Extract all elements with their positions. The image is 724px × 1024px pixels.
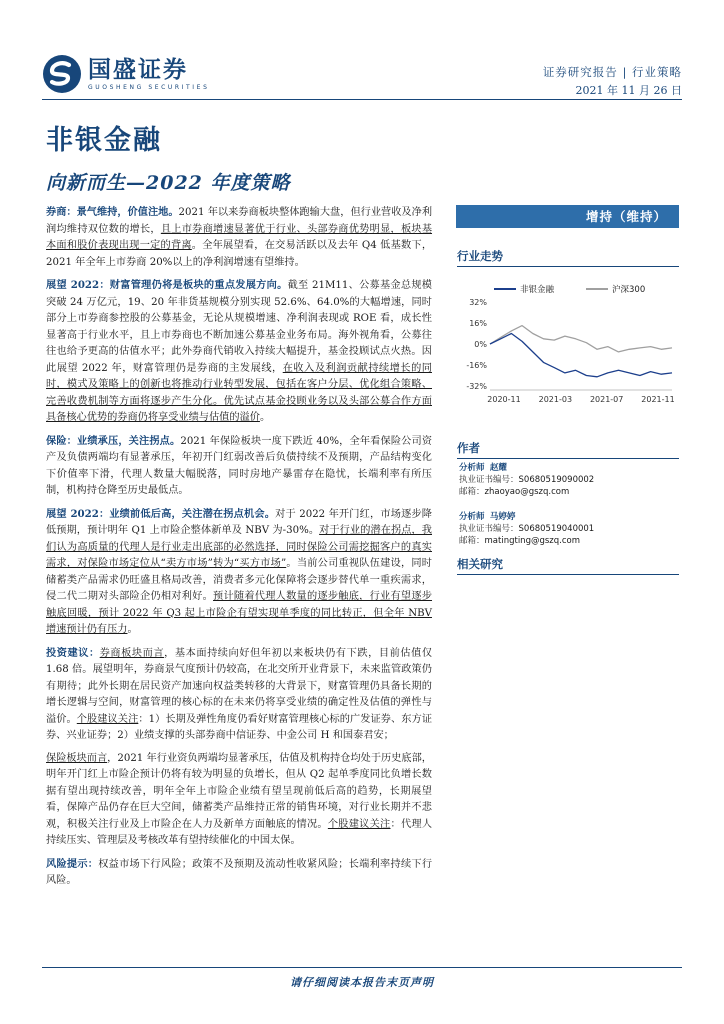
analyst-email[interactable]: matingting@gszq.com — [484, 536, 580, 546]
cert-label: 执业证书编号： — [459, 475, 519, 485]
analyst-role: 分析师 — [459, 463, 485, 473]
industry-trend-chart — [460, 270, 680, 410]
text: ，基本面持续向好但年初以来板块仍有下跌，目前估值仅 1.68 倍。展望明年，券商景气度预计仍较高，在北交所开业背景下，未来监管政策仍有期待；此外长期在居民资产加速向权益类转移的大背景下，财富管理仍具备长期的增长逻辑与空间，财富管理的核心标的在未来仍将享受业绩的确定性及估值的弹性与溢价。 — [46, 647, 433, 725]
text: 2021 年保险板块一度下跌近 40%，全年看保险公司资产及负债两端均有显著承压，年初开门红弱改善后负债持续不及预期，产品结构变化下价值率下滑，代理人数量大幅脱落，同时房地产暴雷存在隐忧，长端利率有所压制，机构持仓降至历史最低点。 — [46, 435, 433, 496]
text: ，2021 年行业资负两端均显著承压，估值及机构持仓均处于历史底部，明年开门红上市险企预计仍将有较为明显的负增长，但从 Q2 起单季度同比负增长数据有望出现持续改善，明年全年上市险企业绩有望呈现前低后高的趋势，长期展望看，保障产品仍存在巨大空间，储蓄类产品维持正常的销售环境，对行业长期并不悲观，积极关注行业及上市险企在人力及新单方面触底的情况。 — [46, 752, 432, 830]
paragraph-outlook-insurance — [46, 506, 432, 639]
text: 。全年展望看，在交易活跃以及去年 Q4 低基数下，2021 年全年上市券商 20%以上的净利润增速有望维持。 — [46, 240, 433, 268]
text: 对于 2022 年开门红，市场逐步降低预期，预计明年 Q1 上市险企整体新单及 NBV 为-30%。 — [46, 508, 432, 536]
lead-insurance: 保险：业绩承压，关注拐点。 — [46, 434, 181, 447]
analyst-cert-row — [459, 523, 681, 535]
y-tick-label: 16% — [469, 319, 487, 328]
x-tick-label: 2020-11 — [487, 395, 521, 404]
y-tick-label: -16% — [466, 361, 487, 370]
text: 截至 21M11、公募基金总规模突破 24 万亿元，19、20 年非货基规模分别实现 52.6%、64.0%的大幅增速，同时部分上市券商参控股的公募基金，无论从规模增速、净利润表现或 ROE 看，成长性显著高于行业水平，且上市券商也不断加速公募基金业务布局。海外视角看，公募往往也给予更高的估值水平；此外券商代销收入持续大幅提升，基金投顾试点火热。因此展望 2022 年，财富管理仍是券商的主发展线， — [46, 280, 432, 374]
y-tick-label: 32% — [469, 298, 487, 307]
analyst-name-row — [459, 462, 681, 474]
report-type: 证券研究报告 | 行业策略 — [542, 65, 682, 79]
lead-outlook-insurance: 展望 2022：业绩前低后高，关注潜在拐点机会。 — [46, 507, 276, 520]
cert-number: S0680519090002 — [518, 475, 595, 485]
analyst-card — [459, 511, 681, 547]
legend-label: 非银金融 — [520, 285, 555, 295]
underlined-text: 对于行业的潜在拐点，我们认为高质量的代理人是行业走出底部的必然选择，同时保险公司需挖掘客户的真实需求，对保险市场定位从“卖方市场”转为“买方市场” — [46, 525, 432, 569]
logo-name-en: GUOSHENG SECURITIES — [88, 84, 210, 91]
paragraph-brokers — [46, 204, 432, 271]
text: ：代理人持续压实、管理层及考核改革有望持续催化的中国太保。 — [46, 818, 433, 846]
email-label: 邮箱： — [459, 487, 485, 497]
guosheng-logo-icon — [42, 54, 82, 94]
chart-axes — [466, 298, 674, 404]
underlined-text: 券商板块而言 — [99, 647, 165, 659]
underlined-text: 个股建议关注 — [327, 818, 391, 830]
underlined-text: 预计随着代理人数量的逐步触底，行业有望逐步触底回暖，预计 2022 年 Q3 起上市险企有望实现单季度的同比转正，但全年 NBV 增速预计仍有压力 — [46, 591, 433, 635]
underlined-text: 且上市券商增速显著优于行业、头部券商优势明显，板块基本面和股价表现出现一定的背离 — [46, 223, 433, 251]
related-research-title: 相关研究 — [457, 556, 679, 575]
text: 。当前公司重视队伍建设，同时储蓄类产品需求仍旺盛且格局改善，消费者多元化保障将会逐步替代单一重疾需求，侵二代二期对头部险企仍相对利好。 — [46, 558, 432, 602]
report-date: 2021 年 11 月 26 日 — [575, 84, 682, 97]
x-tick-label: 2021-07 — [589, 395, 624, 404]
analyst-email[interactable]: zhaoyao@gszq.com — [484, 487, 570, 497]
analyst-role: 分析师 — [459, 512, 485, 522]
text: 。 — [127, 624, 138, 635]
rating-badge: 增持（维持） — [456, 205, 679, 228]
footer-disclaimer: 请仔细阅读本报告末页声明 — [290, 976, 434, 989]
chart-series — [490, 326, 672, 377]
paragraph-risk — [46, 856, 432, 890]
x-tick-label: 2021-03 — [538, 395, 573, 404]
sector-title: 非银金融 — [46, 125, 162, 156]
legend-label: 沪深300 — [612, 285, 646, 295]
lead-investment-advice: 投资建议： — [46, 646, 100, 659]
series-line-nonbank — [490, 334, 672, 377]
lead-risk: 风险提示： — [46, 857, 99, 870]
lead-outlook-brokers: 展望 2022：财富管理仍将是板块的重点发展方向。 — [46, 279, 288, 291]
authors-section-title: 作者 — [457, 440, 679, 459]
header-divider — [42, 99, 682, 100]
lead-brokers: 券商：景气维持，价值注地。 — [46, 206, 179, 218]
underlined-text: 在收入及利润贡献持续增长的同时，模式及策略上的创新也将推动行业转型发展，包括在客户分层、优化组合策略、完善收费机制等方面将逐步产生分化。优先试点基金投顾业务以及头部公募合作方面具备核心优势的券商仍将享受业绩与估值的溢价 — [46, 362, 432, 423]
analyst-email-row — [459, 535, 681, 547]
text: 权益市场下行风险；政策不及预期及流动性收紧风险；长端利率持续下行风险。 — [46, 858, 433, 886]
y-tick-label: -32% — [466, 382, 487, 391]
analyst-name-row — [459, 511, 681, 523]
cert-label: 执业证书编号： — [459, 524, 519, 534]
chart-legend — [494, 284, 645, 295]
cert-number: S0680519040001 — [518, 524, 595, 534]
text: 。 — [259, 412, 271, 423]
analyst-name: 马婷婷 — [489, 512, 516, 522]
underlined-text: 保险板块而言 — [46, 752, 108, 764]
analyst-name: 赵耀 — [489, 463, 507, 473]
analyst-card — [459, 462, 681, 498]
analyst-cert-row — [459, 474, 681, 486]
x-tick-label: 2021-11 — [641, 395, 675, 404]
paragraph-insurance — [46, 433, 432, 500]
paragraph-insurance-advice — [46, 751, 432, 850]
underlined-text: 个股建议关注 — [76, 713, 139, 725]
logo-name-cn: 国盛证券 — [88, 57, 188, 83]
main-text — [46, 204, 432, 896]
company-logo — [42, 54, 209, 94]
trend-section-title: 行业走势 — [457, 248, 679, 267]
paragraph-investment-advice — [46, 645, 432, 745]
paragraph-outlook-brokers — [46, 277, 432, 427]
text: ：1）长期及弹性角度仍看好财富管理核心标的广发证券、东方证券、兴业证券；2）业绩支撑的头部券商中信证券、中金公司 H 和国泰君安； — [46, 713, 433, 741]
text: 2021 年以来券商板块整体跑输大盘，但行业营收及净利润均维持双位数的增长， — [46, 207, 433, 235]
series-line-csi300 — [490, 326, 672, 352]
email-label: 邮箱： — [459, 536, 485, 546]
y-tick-label: 0% — [474, 340, 487, 349]
report-title: 向新而生—2022 年度策略 — [46, 172, 291, 194]
analyst-email-row — [459, 486, 681, 498]
footer-divider — [42, 967, 682, 968]
